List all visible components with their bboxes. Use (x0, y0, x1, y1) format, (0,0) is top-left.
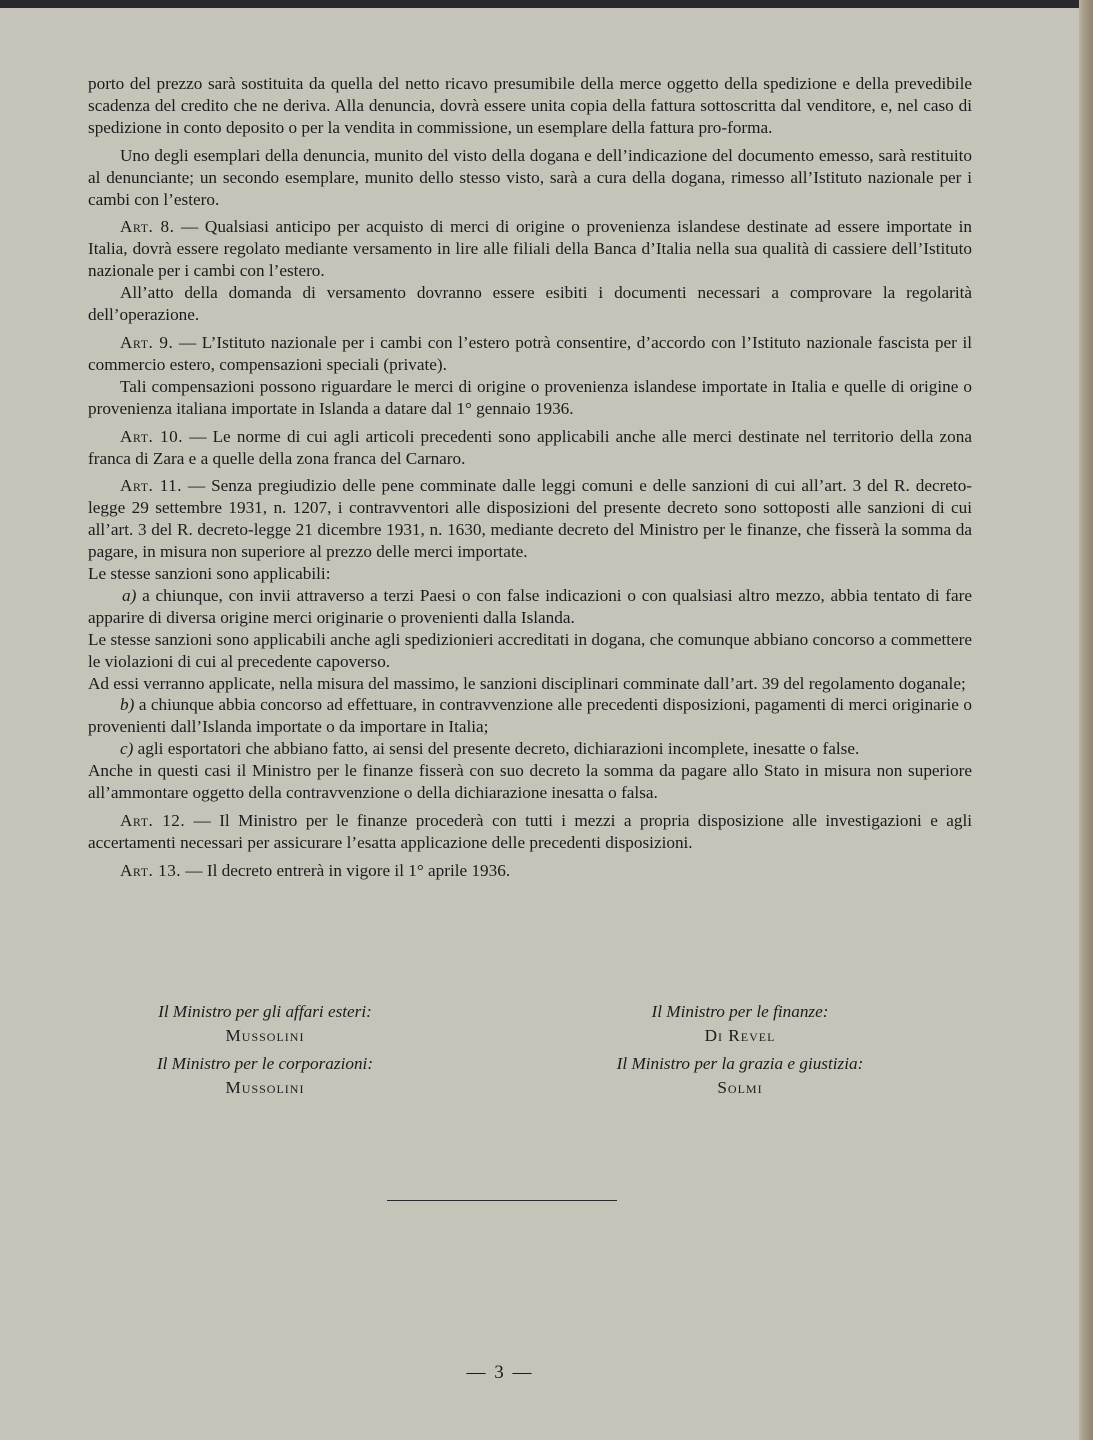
article-8 (88, 216, 972, 282)
article-10 (88, 426, 972, 470)
article-number: Art. 8. (120, 217, 175, 237)
article-number: Art. 10. (120, 426, 183, 446)
minister-title: Il Ministro per gli affari esteri: (158, 1002, 372, 1021)
minister-title: Il Ministro per la grazia e giustizia: (616, 1054, 864, 1073)
paragraph: Ad essi verranno applicate, nella misura del massimo, le sanzioni disciplinari comminate dall’art. 39 del regolamento doganale; (88, 673, 966, 693)
scan-top-border (0, 0, 1093, 8)
list-item-b (88, 694, 972, 738)
minister-name: Mussolini (225, 1026, 305, 1045)
article-9 (88, 332, 972, 376)
signature-block-right (560, 1000, 920, 1104)
page-number: — 3 — (466, 1362, 534, 1383)
article-text: L’Istituto nazionale per i cambi con l’estero potrà consentire, d’accordo con l’Istituto nazionale fascista per il commercio estero, compensazioni speciali (private). (88, 332, 973, 374)
article-text: Il decreto entrerà in vigore il 1° aprile 1936. (206, 860, 511, 880)
dash: — (185, 860, 203, 880)
dash: — (178, 332, 197, 352)
paragraph: Le stesse sanzioni sono applicabili: (88, 564, 331, 584)
article-number: Art. 11. (120, 476, 183, 496)
decree-body (88, 73, 972, 882)
page-edge (1079, 0, 1093, 1440)
article-number: Art. 9. (120, 332, 174, 352)
item-text: a chiunque abbia concorso ad effettuare, in contravvenzione alle precedenti disposizioni, pagamenti di merci originarie o provenienti dall’Islanda importate o da importare in Italia; (88, 695, 972, 737)
paragraph: Anche in questi casi il Ministro per le finanze fisserà con suo decreto la somma da pagare allo Stato in misura non superiore all’ammontare oggetto della contravvenzione o della dichiarazione inesatta o falsa. (88, 761, 972, 803)
article-number: Art. 13. (120, 860, 182, 880)
signature-block-left (100, 1000, 430, 1104)
paragraph: Uno degli esemplari della denuncia, munito del visto della dogana e dell’indicazione del documento emesso, sarà restituito al denunciante; un secondo esemplare, munito dello stesso visto, sarà a cura della dogana, rimesso all’Istituto nazionale per i cambi con l’estero. (88, 145, 972, 209)
dash: — (188, 476, 206, 496)
separator-rule (387, 1200, 617, 1201)
paragraph: All’atto della domanda di versamento dovranno essere esibiti i documenti necessari a comprovare la regolarità dell’operazione. (88, 283, 972, 325)
minister-name: Solmi (717, 1078, 763, 1097)
article-text: Senza pregiudizio delle pene comminate dalle leggi comuni e delle sanzioni di cui all’art. 3 del R. decreto-legge 29 settembre 1931, n. 1207, i contravventori alle disposizioni del presente decreto sono sottoposti alle sanzioni di cui all’art. 3 del R. decreto-legge 21 dicembre 1931, n. 1630, mediante decreto del Ministro per le finanze, che fisserà la somma da pagare, in misura non superiore al prezzo delle merci importate. (88, 476, 973, 562)
minister-name: Mussolini (225, 1078, 305, 1097)
article-text: Il Ministro per le finanze procederà con tutti i mezzi a propria disposizione alle investigazioni e agli accertamenti necessari per assicurare l’esatta applicazione delle precedenti disposizioni. (88, 811, 973, 852)
minister-name: Di Revel (704, 1026, 776, 1045)
article-text: Le norme di cui agli articoli precedenti sono applicabili anche alle merci destinate nel territorio della zona franca di Zara e a quelle della zona franca del Carnaro. (88, 426, 972, 468)
item-text: a chiunque, con invii attraverso a terzi Paesi o con false indicazioni o con qualsiasi altro mezzo, abbia tentato di fare apparire di diversa origine merci originarie o provenienti dalla Islanda. (88, 585, 972, 627)
item-letter: b) (120, 695, 135, 715)
article-text: Qualsiasi anticipo per acquisto di merci di origine o provenienza islandese destinate ad essere importate in Italia, dovrà essere regolato mediante versamento in lire alle filiali della Banca d’Italia nella sua qualità di cassiere dell’Istituto nazionale per i cambi con l’estero. (88, 217, 973, 281)
dash: — (189, 426, 207, 446)
paragraph: Le stesse sanzioni sono applicabili anche agli spedizionieri accreditati in dogana, che comunque abbiano concorso a commettere le violazioni di cui al precedente capoverso. (88, 629, 972, 671)
list-item-a (88, 585, 972, 629)
item-letter: a) (122, 585, 137, 605)
dash: — (181, 217, 199, 237)
article-13 (88, 860, 972, 882)
item-letter: c) (120, 739, 134, 759)
article-number: Art. 12. (120, 811, 186, 830)
article-11 (88, 475, 972, 563)
paragraph: Tali compensazioni possono riguardare le merci di origine o provenienza islandese importate in Italia e quelle di origine o provenienza italiana importate in Islanda a datare dal 1° gennaio 1936. (88, 376, 972, 418)
article-12 (88, 810, 972, 854)
list-item-c (88, 738, 972, 760)
minister-title: Il Ministro per le corporazioni: (156, 1054, 374, 1073)
paragraph: porto del prezzo sarà sostituita da quella del netto ricavo presumibile della merce oggetto della spedizione e della prevedibile scadenza del credito che ne deriva. Alla denuncia, dovrà essere unita copia della fattura sottoscritta dal venditore, e, nel caso di spedizione in conto deposito o per la vendita in commissione, un esemplare della fattura pro-forma. (88, 74, 972, 137)
dash: — (193, 811, 211, 830)
minister-title: Il Ministro per le finanze: (651, 1002, 829, 1021)
item-text: agli esportatori che abbiano fatto, ai sensi del presente decreto, dichiarazioni incomplete, inesatte o false. (137, 739, 860, 759)
